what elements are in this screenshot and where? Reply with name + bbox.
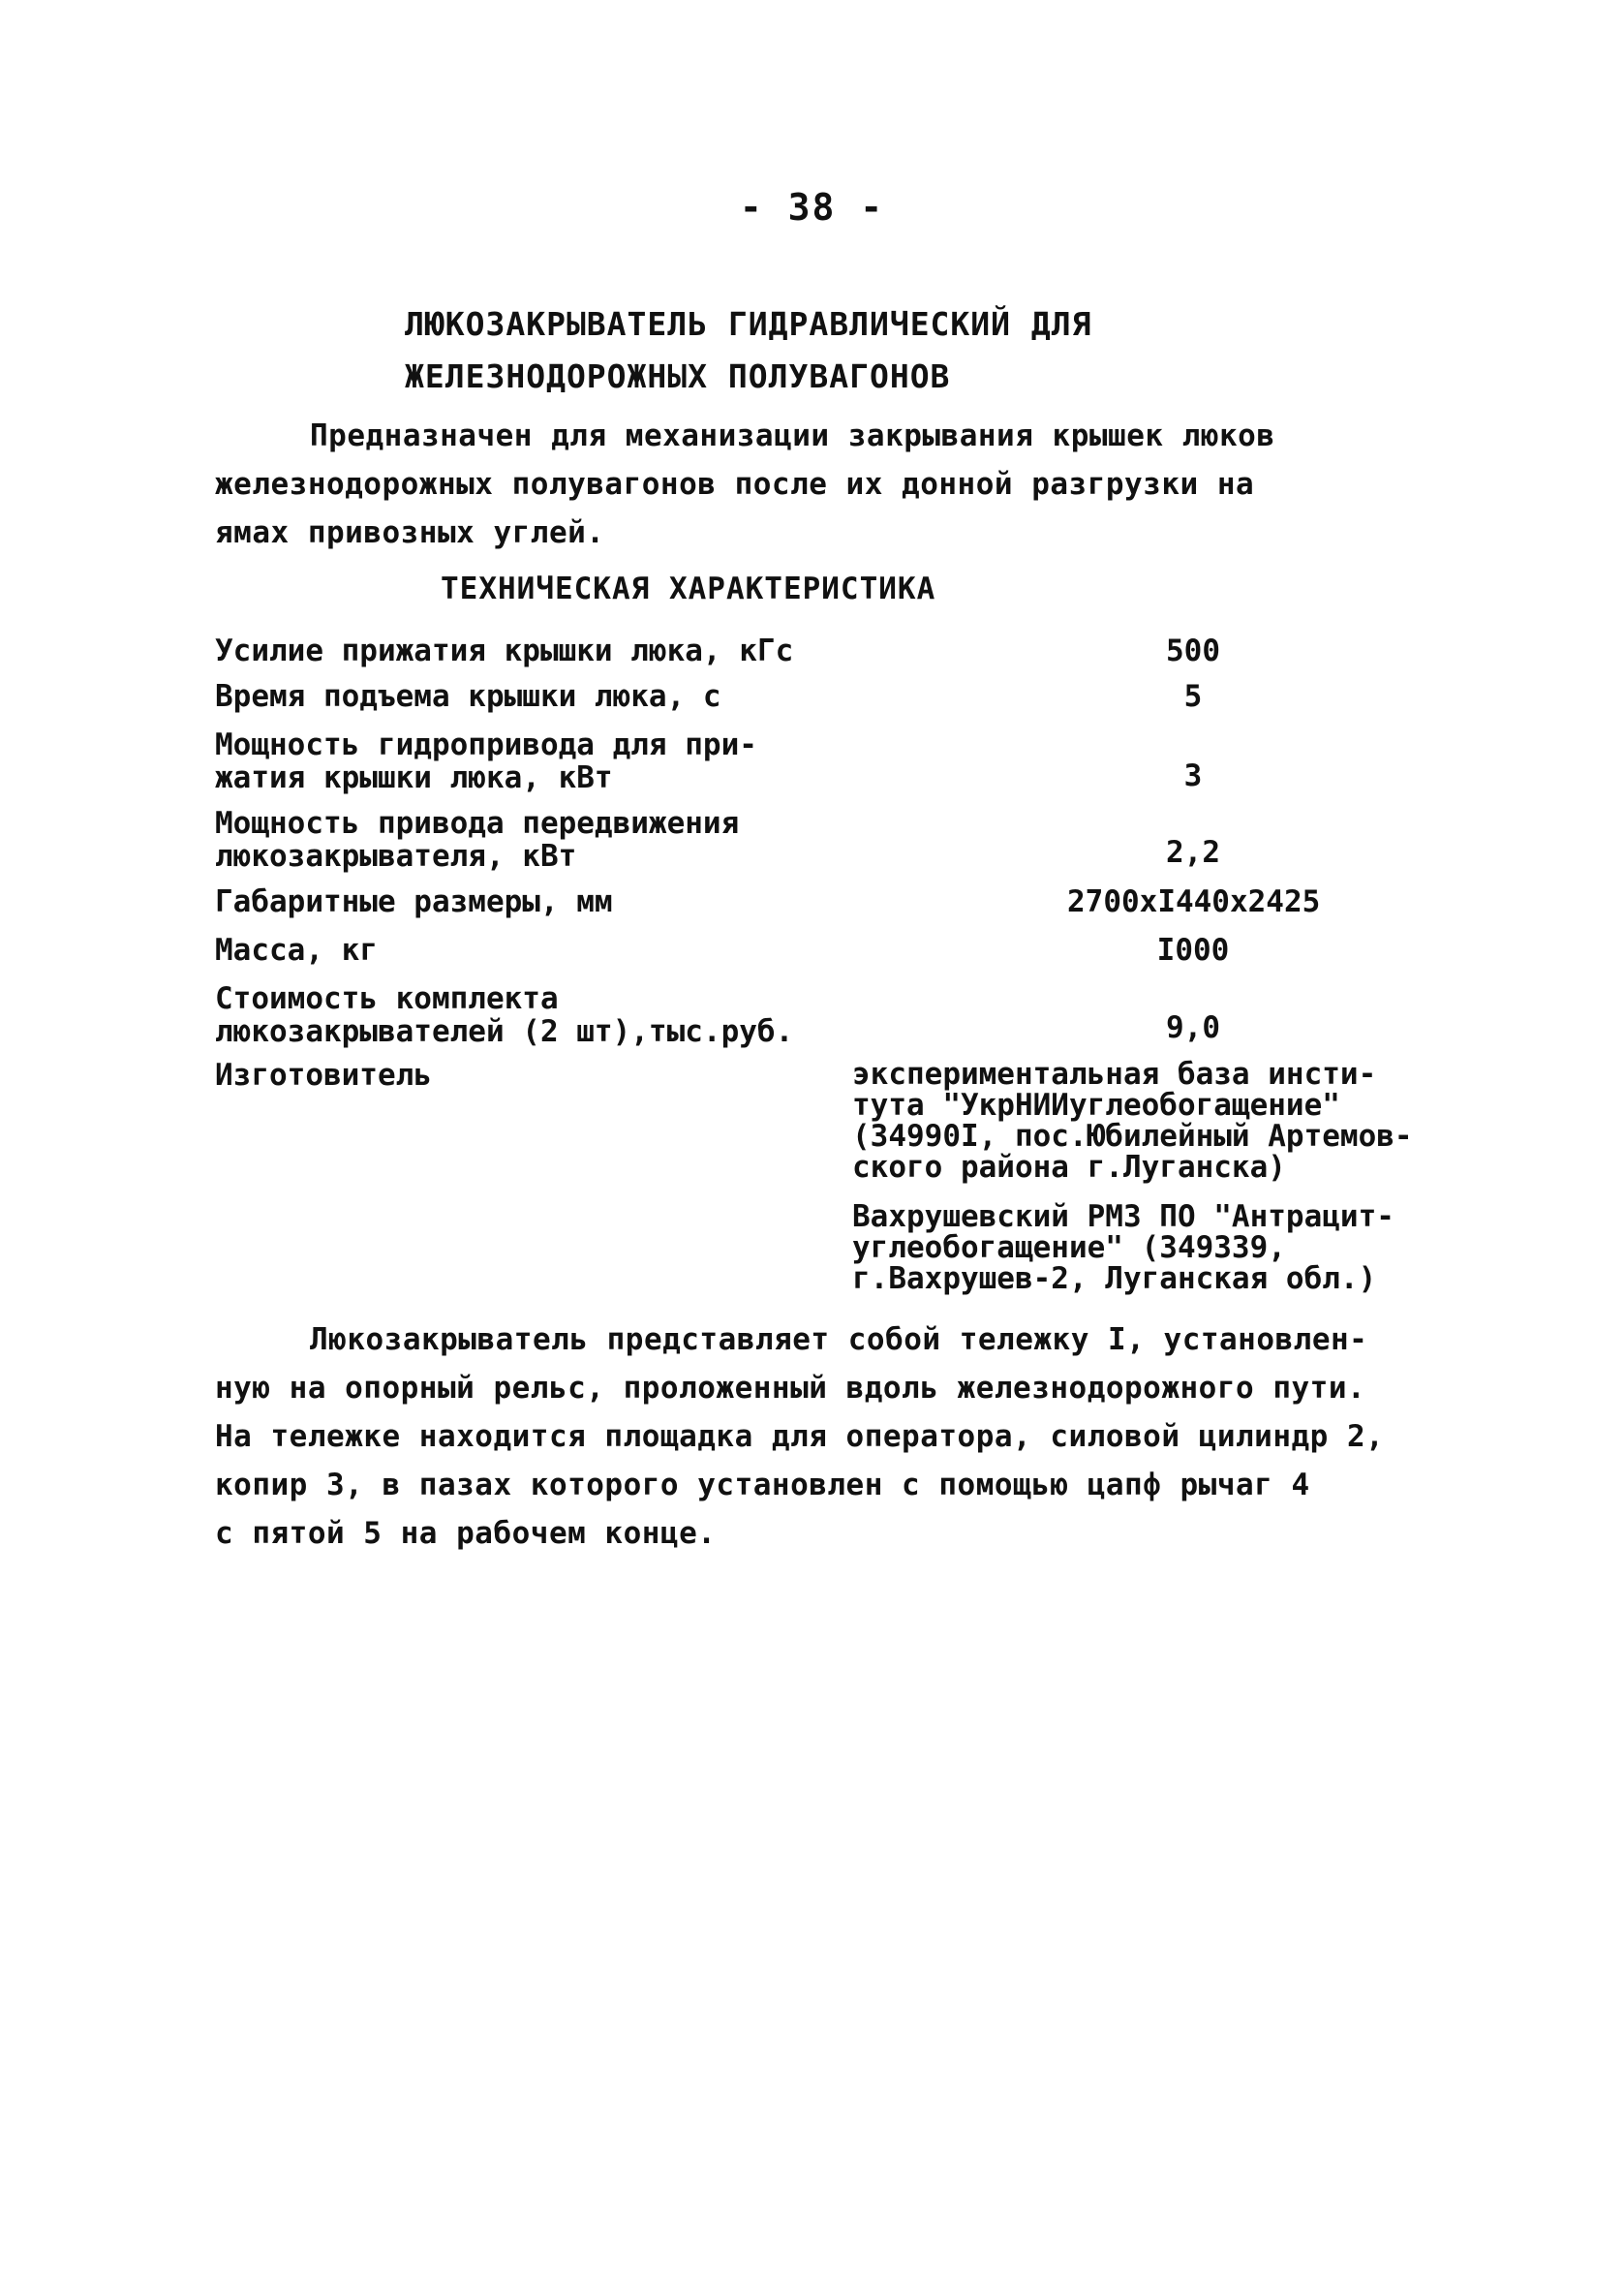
purpose-line-3: ямах привозных углей. [215,515,605,550]
manufacturer-org-1-line: тута "УкрНИИуглеобогащение" [852,1088,1340,1123]
spec-value-1: 5 [1183,679,1203,714]
manufacturer-org-2-line: углеобогащение" (349339, [852,1230,1286,1265]
spec-value-2: 3 [1183,758,1203,793]
page-number: - 38 - [739,186,885,229]
purpose-line-2: железнодорожных полувагонов после их донной разгрузки на [215,467,1255,502]
spec-name-line: Мощность привода передвижения [215,806,740,841]
specs-title: ТЕХНИЧЕСКАЯ ХАРАКТЕРИСТИКА [441,572,936,606]
spec-value-3: 2,2 [1166,835,1220,870]
spec-name-line: Время подъема крышки люка, с [215,679,721,714]
purpose-line-1: Предназначен для механизации закрывания крышек люков [310,418,1275,453]
spec-name-4 [215,885,893,918]
spec-name-line: жатия крышки люка, кВт [215,760,613,795]
title-line-1: ЛЮКОЗАКРЫВАТЕЛЬ ГИДРАВЛИЧЕСКИЙ ДЛЯ [405,305,1092,343]
spec-name-6 [215,982,893,1048]
manufacturer-org-2 [852,1201,1394,1294]
spec-name-5 [215,934,893,967]
spec-name-line: люкозакрывателей (2 шт),тыс.руб. [215,1014,794,1049]
purpose-paragraph [215,412,1435,557]
spec-value-5: I000 [1156,933,1230,968]
spec-value-0: 500 [1166,634,1220,668]
description-line-2: ную на опорный рельс, проложенный вдоль железнодорожного пути. [215,1371,1366,1406]
spec-name-line: Мощность гидропривода для при- [215,727,757,762]
spec-name-line: Стоимость комплекта [215,981,559,1016]
manufacturer-org-1-line: (34990I, пос.Юбилейный Артемов- [852,1119,1413,1154]
spec-name-2 [215,728,893,794]
spec-name-3 [215,807,893,873]
description-line-4: копир 3, в пазах которого установлен с помощью цапф рычаг 4 [215,1468,1310,1502]
description-line-1: Люкозакрыватель представляет собой тележку I, установлен- [310,1322,1368,1357]
spec-value-6: 9,0 [1166,1010,1220,1045]
manufacturer-org-1-line: ского района г.Луганска) [852,1150,1286,1185]
spec-name-line: Габаритные размеры, мм [215,884,613,919]
description-line-5: с пятой 5 на рабочем конце. [215,1516,717,1551]
spec-name-line: люкозакрывателя, кВт [215,839,577,874]
manufacturer-org-2-line: г.Вахрушев-2, Луганская обл.) [852,1261,1377,1296]
spec-name-line: Масса, кг [215,933,378,968]
spec-name-1 [215,680,893,713]
spec-value-4: 2700хI440х2425 [1067,884,1321,919]
manufacturer-org-1-line: экспериментальная база инсти- [852,1057,1377,1092]
spec-name-line: Усилие прижатия крышки люка, кГс [215,634,794,668]
title-line-2: ЖЕЛЕЗНОДОРОЖНЫХ ПОЛУВАГОНОВ [405,357,951,395]
spec-name-0 [215,634,893,667]
document-title [405,298,1092,403]
description-paragraph [215,1315,1435,1558]
description-line-3: На тележке находится площадка для оператора, силовой цилиндр 2, [215,1419,1385,1454]
manufacturer-org-2-line: Вахрушевский РМЗ ПО "Антрацит- [852,1199,1394,1234]
manufacturer-org-1 [852,1059,1413,1183]
manufacturer-label: Изготовитель [215,1058,432,1093]
